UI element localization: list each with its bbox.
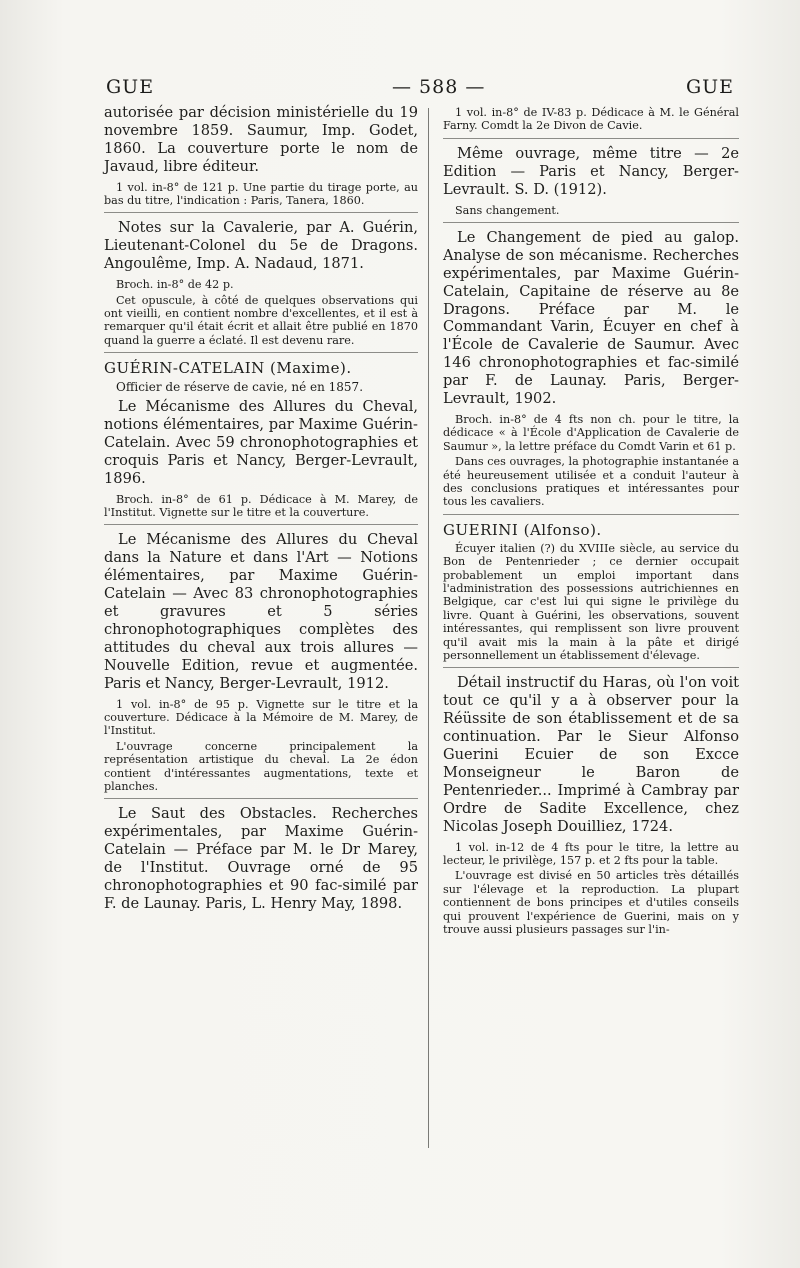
entry-separator xyxy=(104,798,418,799)
entry-separator xyxy=(104,212,418,213)
bibliographic-note: Broch. in-8° de 42 p. xyxy=(116,278,234,292)
bibliographic-note: 1 vol. in-8° de 95 p. Vignette sur le titre et la couverture. Dédicace à la Mémoire de M. Marey, de l'Institut. xyxy=(104,697,418,738)
book-entry: Même ouvrage, même titre — 2e Edition — Paris et Nancy, Berger-Levrault. S. D. (1912). xyxy=(443,144,739,198)
entry-separator xyxy=(443,222,739,223)
bibliographic-note: Broch. in-8° de 4 fts non ch. pour le titre, la dédicace « à l'École d'Application de Cavalerie de Saumur », la lettre préface du Comdt Varin et 61 p. xyxy=(443,413,739,453)
entry-separator xyxy=(443,514,739,515)
commentary-note: L'ouvrage concerne principalement la représentation artistique du cheval. La 2e édon contient d'intéressantes augmentations, texte et planches. xyxy=(104,739,418,794)
commentary-note: L'ouvrage est divisé en 50 articles très détaillés sur l'élevage et la reproduction. La plupart contiennent de bons principes et d'utiles conseils qui prouvent l'expérience de Guerini, mais on y trouve aussi plusieurs passages sur l'in- xyxy=(443,869,739,936)
running-head-left: GUE xyxy=(106,76,155,98)
right-column xyxy=(443,104,739,938)
book-entry: Le Mécanisme des Allures du Cheval dans la Nature et dans l'Art — Notions élémentaires, par Maxime Guérin-Catelain — Avec 83 chronophotographies et gravures et 5 séries chronophotographiques complètes des attitudes du cheval aux trois allures — Nouvelle Edition, revue et augmentée. Paris et Nancy, Berger-Levrault, 1912. xyxy=(104,531,418,692)
entry-continuation: autorisée par décision ministérielle du 19 novembre 1859. Saumur, Imp. Godet, 1860. La couverture porte le nom de Javaud, libre éditeur. xyxy=(104,104,418,175)
commentary-note: Cet opuscule, à côté de quelques observations qui ont vieilli, en contient nombre d'excellentes, et il est à remarquer qu'il était écrit et allait être publié en 1870 quand la guerre a éclaté. Il est devenu rare. xyxy=(104,293,418,347)
book-entry: Détail instructif du Haras, où l'on voit tout ce qu'il y a à observer pour la Réüssite de son établissement et de sa continuation. Par le Sieur Alfonso Guerini Ecuier de son Excce Monseigneur le Baron de Pentenrieder... Imprimé à Cambray par Ordre de Sadite Excellence, chez Nicolas Joseph Douilliez, 1724. xyxy=(443,674,739,835)
page-number: — 588 — xyxy=(392,76,486,98)
bibliographic-note: 1 vol. in-8° de IV-83 p. Dédicace à M. le Général Farny. Comdt la 2e Divon de Cavie. xyxy=(443,106,739,133)
entry-separator xyxy=(104,352,418,353)
author-description: Officier de réserve de cavie, né en 1857. xyxy=(116,380,364,395)
book-entry: Notes sur la Cavalerie, par A. Guérin, Lieutenant-Colonel du 5e de Dragons. Angoulême, Imp. A. Nadaud, 1871. xyxy=(104,219,418,273)
author-biography: Écuyer italien (?) du XVIIIe siècle, au service du Bon de Pentenrieder ; ce dernier occupait probablement un emploi important dans l'administration des possessions autrichiennes en Belgique, car c'est lui qui signe le privilège du livre. Quant à Guérini, les observations, souvent intéressantes, qui remplissent son livre prouvent qu'il avait mis la main à la pâte et dirigé personnellement un établissement d'élevage. xyxy=(443,541,739,662)
bibliographic-note: 1 vol. in-8° de 121 p. Une partie du tirage porte, au bas du titre, l'indication : Paris, Tanera, 1860. xyxy=(104,180,418,208)
bibliographic-note: Broch. in-8° de 61 p. Dédicace à M. Marey, de l'Institut. Vignette sur le titre et la couverture. xyxy=(104,492,418,520)
entry-separator xyxy=(443,138,739,139)
entry-separator xyxy=(443,667,739,668)
left-column xyxy=(104,104,418,918)
book-entry: Le Saut des Obstacles. Recherches expérimentales, par Maxime Guérin-Catelain — Préface par M. le Dr Marey, de l'Institut. Ouvrage orné de 95 chronophotographies et 90 fac-similé par F. de Launay. Paris, L. Henry May, 1898. xyxy=(104,805,418,912)
running-head-right: GUE xyxy=(685,76,734,98)
book-entry: Le Changement de pied au galop. Analyse de son mécanisme. Recherches expérimentales, par Maxime Guérin-Catelain, Capitaine de réserve au 8e Dragons. Préface par M. le Commandant Varin, Écuyer en chef à l'École de Cavalerie de Saumur. Avec 146 chronophotographies et fac-similé par F. de Launay. Paris, Berger-Levrault, 1902. xyxy=(443,228,739,408)
bibliographic-note: Sans changement. xyxy=(455,203,560,217)
book-entry: Le Mécanisme des Allures du Cheval, notions élémentaires, par Maxime Guérin-Catelain. Avec 59 chronophotographies et croquis Paris et Nancy, Berger-Levrault, 1896. xyxy=(104,398,418,487)
entry-separator xyxy=(104,524,418,525)
author-heading: GUÉRIN-CATELAIN (Maxime). xyxy=(104,359,352,378)
bibliographic-note: 1 vol. in-12 de 4 fts pour le titre, la lettre au lecteur, le privilège, 157 p. et 2 fts pour la table. xyxy=(443,840,739,867)
commentary-note: Dans ces ouvrages, la photographie instantanée a été heureusement utilisée et a conduit l'auteur à des conclusions pratiques et intéressantes pour tous les cavaliers. xyxy=(443,455,739,509)
author-heading: GUERINI (Alfonso). xyxy=(443,520,602,539)
column-divider xyxy=(428,108,429,1148)
